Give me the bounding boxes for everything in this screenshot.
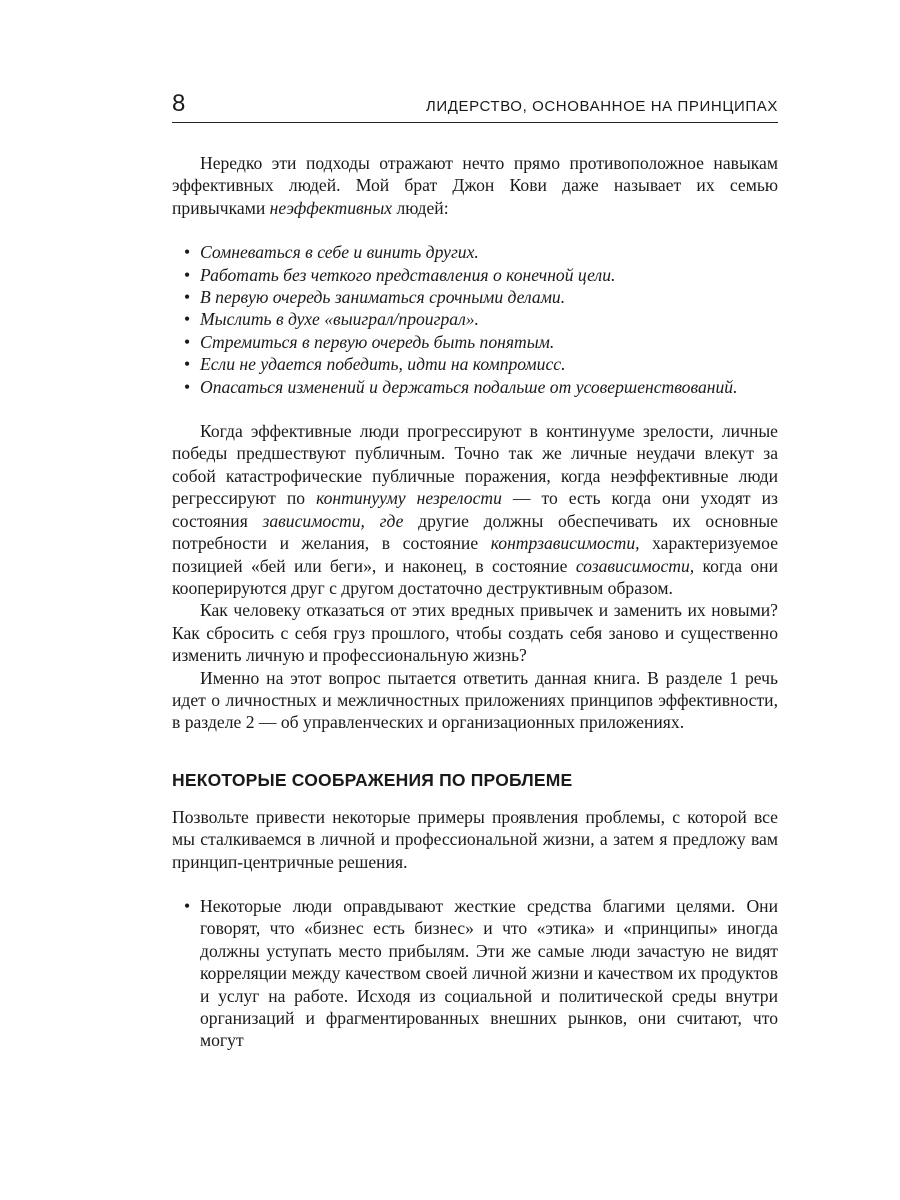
text-run: характеризуемое позицией «бей или беги», и наконец, в состояние [172,533,778,576]
section-heading: НЕКОТОРЫЕ СООБРАЖЕНИЯ ПО ПРОБЛЕМЕ [172,769,573,790]
running-title: ЛИДЕРСТВО, ОСНОВАННОЕ НА ПРИНЦИПАХ [425,98,778,115]
intro-paragraph [172,152,778,219]
text-run: когда они кооперируются друг с другом достаточно деструктивным образом. [172,555,778,598]
list-item: • В первую очередь заниматься срочными делами. [200,286,778,308]
list-item: • Некоторые люди оправдывают жесткие средства благими целями. Они говорят, что «бизнес есть бизнес» и что «этика» и «принципы» иногда должны уступать место прибылям. Эти же самые люди зачастую не видят корреляции между качеством своей личной жизни и качеством их продуктов и услуг на работе. Исходя из социальной и политической среды внутри организаций и фрагментированных внешних рынков, они считают, что могут [200,895,778,1052]
text-run: Когда эффективные люди прогрессируют в континууме зрелости, личные победы предшествуют публичным. Точно так же личные неудачи влекут за собой катастрофические публичные поражения, когда неэффективные люди регрессируют по [172,421,778,509]
italic-run: континууму незрелости [316,488,502,509]
italic-run: контрзависимости, [490,533,640,554]
list-item: • Мыслить в духе «выиграл/проиграл». [200,308,778,330]
intro-italic: неэффективных [269,197,393,218]
list-item: • Если не удается победить, идти на компромисс. [200,353,778,375]
page-body [172,152,778,1052]
intro-text-end: людей: [392,197,449,218]
answer-paragraph: Именно на этот вопрос пытается ответить данная книга. В разделе 1 речь идет о личностных и межличностных приложениях принципов эффективности, в разделе 2 — об управленческих и организационных приложениях. [172,667,778,733]
italic-run: созависимости, [575,555,695,576]
italic-run: зависимости, где [262,510,404,531]
problem-examples-list [172,895,778,1052]
list-item: • Опасаться изменений и держаться подальше от усовершенствований. [200,376,778,398]
list-item: • Работать без четкого представления о конечной цели. [200,264,778,286]
text-run: — то есть когда они уходят из состояния [172,488,778,531]
list-item: • Стремиться в первую очередь быть понятым. [200,331,778,353]
ineffective-habits-list [172,241,778,398]
maturity-paragraph [172,420,778,599]
page-number: 8 [172,90,186,117]
section-lead-paragraph: Позвольте привести некоторые примеры проявления проблемы, с которой все мы сталкиваемся в личной и профессиональной жизни, а затем я предложу вам принцип-центричные решения. [172,806,778,872]
question-paragraph: Как человеку отказаться от этих вредных привычек и заменить их новыми? Как сбросить с себя груз прошлого, чтобы создать себя заново и существенно изменить личную и профессиональную жизнь? [172,600,778,666]
page-header [172,88,778,123]
intro-text: Нередко эти подходы отражают нечто прямо противоположное навыкам эффективных людей. Мой брат Джон Кови даже называет их семью привычками [172,153,778,218]
text-run: другие должны обеспечивать их основные потребности и желания, в состояние [172,510,778,554]
list-item: • Сомневаться в себе и винить других. [200,241,778,263]
